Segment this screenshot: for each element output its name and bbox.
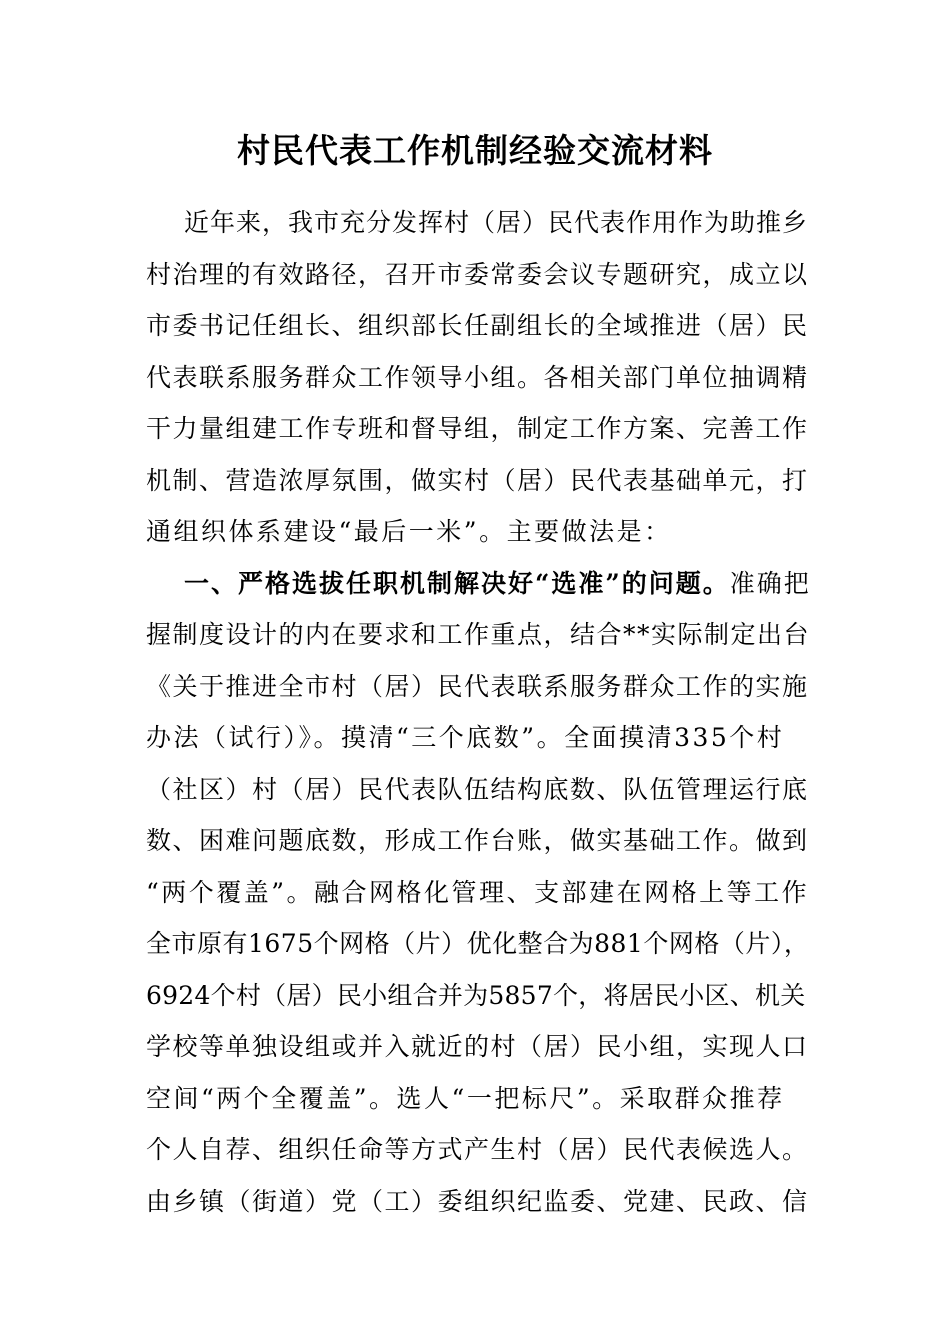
body-line: 由乡镇（街道）党（工）委组织纪监委、党建、民政、信 [146, 1186, 809, 1216]
body-line: （社区）村（居）民代表队伍结构底数、队伍管理运行底 [146, 774, 809, 804]
body-line: 通组织体系建设“最后一米”。主要做法是： [146, 517, 672, 546]
section-heading: 一、严格选拔任职机制解决好“选准”的问题。 [184, 568, 730, 598]
body-line: 全市原有1675个网格（片）优化整合为881个网格（片）， [146, 929, 810, 958]
body-line: 办法（试行）》。摸清“三个底数”。全面摸清335个村 [146, 723, 785, 752]
body-line: 6924个村（居）民小组合并为5857个，将居民小区、机关 [146, 980, 806, 1010]
body-line: 市委书记任组长、组织部长任副组长的全域推进（居）民 [146, 311, 809, 340]
body-line: 个人自荐、组织任命等方式产生村（居）民代表候选人。 [146, 1135, 809, 1164]
document-title: 村民代表工作机制经验交流材料 [237, 131, 713, 170]
body-line: 《关于推进全市村（居）民代表联系服务群众工作的实施 [146, 671, 809, 701]
body-line: 干力量组建工作专班和督导组，制定工作方案、完善工作 [146, 414, 809, 443]
body-line: 代表联系服务群众工作领导小组。各相关部门单位抽调精 [146, 362, 809, 392]
body-line: 握制度设计的内在要求和工作重点，结合**实际制定出台 [146, 620, 811, 649]
section-heading-line [146, 564, 811, 616]
body-line: 近年来，我市充分发挥村（居）民代表作用作为助推乡 [184, 208, 809, 237]
body-line: 村治理的有效路径，召开市委常委会议专题研究，成立以 [146, 259, 809, 289]
document-body [146, 203, 811, 1233]
section-heading-continuation: 准确把 [729, 568, 811, 598]
body-line: 数、困难问题底数，形成工作台账，做实基础工作。做到 [146, 826, 809, 855]
body-line: 机制、营造浓厚氛围，做实村（居）民代表基础单元，打 [146, 465, 809, 495]
body-line: 空间“两个全覆盖”。选人“一把标尺”。采取群众推荐 [146, 1083, 785, 1113]
body-line: “两个覆盖”。融合网格化管理、支部建在网格上等工作 [146, 877, 810, 907]
body-line: 学校等单独设组或并入就近的村（居）民小组，实现人口 [146, 1032, 809, 1061]
